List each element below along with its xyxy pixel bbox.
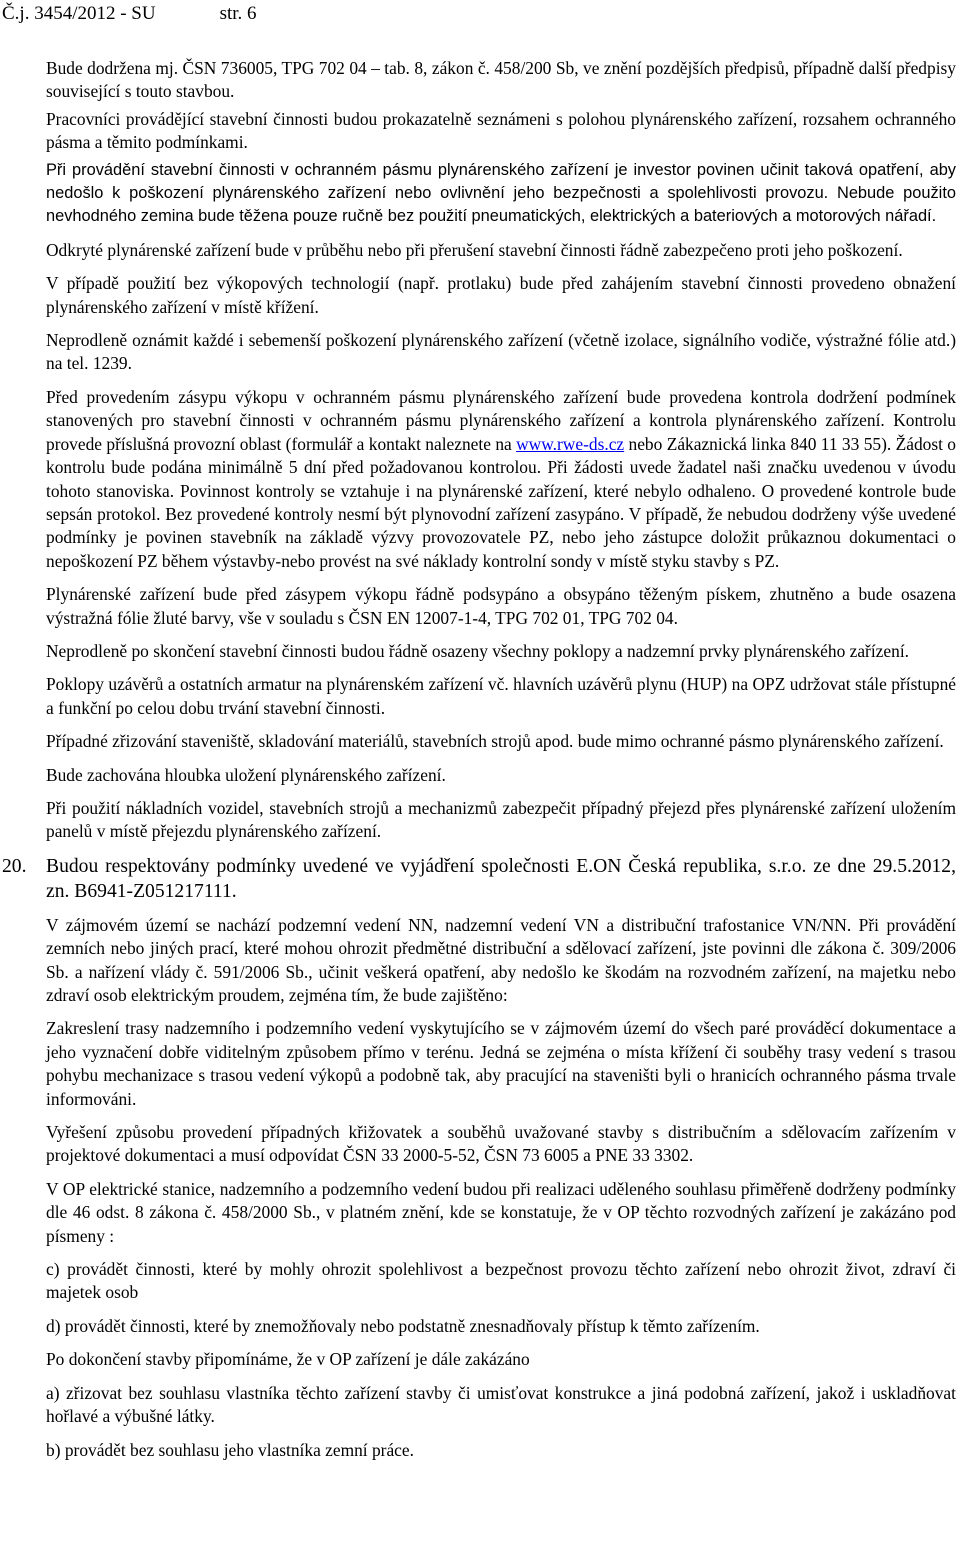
paragraph-eon-lines: V zájmovém území se nachází podzemní vedení NN, nadzemní vedení VN a distribuční trafostanice VN/NN. Při provádění zemních nebo jiných prací, které mohou ohrozit předmětné distribuční a sdělovací zařízení, jste povinni dle zákona č. 309/2006 Sb. a nařízení vlády č. 591/2006 Sb., učinit veškerá opatření, aby nedošlo ke škodám na rozvodném zařízení, na majetku nebo zdraví osob elektrickým proudem, zejména tím, že bude zajištěno: [46,914,956,1005]
paragraph-trenchless-technology: V případě použití bez výkopových technologií (např. protlaku) bude před zahájením stavební činnosti provedeno obnažení plynárenského zařízení v místě křížení. [46,273,956,317]
paragraph-exposed-equipment: Odkryté plynárenské zařízení bude v průběhu nebo při přerušení stavební činnosti řádně zabezpečeno proti jeho poškození. [46,239,903,260]
paragraph-eon-crossings: Vyřešení způsobu provedení případných křižovatek a souběhů uvažované stavby s distribučním a sdělovacím zařízením v projektové dokumentaci a musí odpovídat ČSN 33 2000-5-52, ČSN 73 6005 a PNE 33 3302. [46,1122,956,1166]
numbered-item-20 [2,854,956,904]
paragraph-eon-after-completion: Po dokončení stavby připomínáme, že v OP zařízení je dále zakázáno [46,1349,530,1370]
paragraph-damage-report: Neprodleně oznámit každé i sebemenší poškození plynárenského zařízení (včetně izolace, signálního vodiče, výstražné fólie atd.) na tel. 1239. [46,330,956,374]
paragraph-eon-point-d: d) provádět činnosti, které by znemožňovaly nebo podstatně znesnadňovaly přístup k těmto zařízením. [46,1315,760,1336]
item-text: Budou respektovány podmínky uvedené ve vyjádření společnosti E.ON Česká republika, s.r.o. ze dne 29.5.2012, zn. B6941-Z051217111. [46,855,956,902]
paragraph-csn-compliance: Bude dodržena mj. ČSN 736005, TPG 702 04 – tab. 8, zákon č. 458/200 Sb, ve znění pozdějších předpisů, případně další předpisy související s touto stavbou. [46,58,956,102]
paragraph-protection-zone-measures: Při provádění stavební činnosti v ochranném pásmu plynárenského zařízení je investor povinen učinit taková opatření, aby nedošlo k poškození plynárenského zařízení nebo ovlivnění jeho bezpečnosti a spolehlivosti provozu. Nebude použito nevhodného zemina bude těžena pouze ručně bez použití pneumatických, elektrických a bateriových a motorových nářadí. [46,160,956,226]
paragraph-site-setup: Případné zřizování staveniště, skladování materiálů, stavebních strojů apod. bude mimo ochranné pásmo plynárenského zařízení. [46,731,944,752]
paragraph-eon-point-b: b) provádět bez souhlasu jeho vlastníka zemní práce. [46,1439,414,1460]
paragraph-backfill-inspection [46,386,956,573]
backfill-text-start: Před provedením zásypu výkopu v ochranném pásmu plynárenského zařízení bude provedena kontrola dodržení podmínek stanovených pro stavební činnosti v ochranném pásmu plynárenského zařízení a kontrola plynárenského zařízení. Kontrolu provede příslušná provozní oblast (formulář a kontakt naleznete na [46,386,956,454]
paragraph-depth-preserved: Bude zachována hloubka uložení plynárenského zařízení. [46,764,446,785]
backfill-text-end: nebo Zákaznická linka 840 11 33 55). Žádost o kontrolu bude podána minimálně 5 dní před požadovanou kontrolou. Při žádosti uvede žadatel naši značku uvedenou v úvodu tohoto stanoviska. Povinnost kontroly se vztahuje i na plynárenské zařízení, které nebylo odhaleno. O provedené kontrole bude sepsán protokol. Bez provedené kontroly nesmí být plynovodní zařízení zasypáno. V případě, že nebudou dodrženy výše uvedené podmínky je povinen stavebník na základě výzvy provozovatele PZ, nebo jeho zástupce doložit průkaznou dokumentaci o nepoškození PZ během výstavby-nebo provést na své náklady kontrolní sondy v místě styku stavby s PZ. [46,433,957,571]
document-reference: Č.j. 3454/2012 - SU [2,3,156,24]
item-number: 20. [2,855,27,877]
paragraph-sand-bedding: Plynárenské zařízení bude před zásypem výkopu řádně podsypáno a obsypáno těženým pískem, zhutněno a bude osazena výstražná fólie žluté barvy, vše v souladu s ČSN EN 12007-1-4, TPG 702 01, TPG 702 04. [46,584,956,628]
paragraph-manhole-covers: Neprodleně po skončení stavební činnosti budou řádně osazeny všechny poklopy a nadzemní prvky plynárenského zařízení. [46,640,909,661]
paragraph-valves-accessible: Poklopy uzávěrů a ostatních armatur na plynárenském zařízení vč. hlavních uzávěrů plynu (HUP) na OPZ udržovat stále přístupné a funkční po celou dobu trvání stavební činnosti. [46,674,956,718]
page-number: str. 6 [219,3,257,24]
paragraph-workers-informed: Pracovníci provádějící stavební činnosti budou prokazatelně seznámeni s polohou plynárenského zařízení, rozsahem ochranného pásma a těmito podmínkami. [46,108,956,153]
paragraph-eon-point-c: c) provádět činnosti, které by mohly ohrozit spolehlivost a bezpečnost provozu těchto zařízení nebo ohrozit život, zdraví či majetek osob [46,1259,956,1303]
page-header [2,2,257,26]
paragraph-eon-point-a: a) zřizovat bez souhlasu vlastníka těchto zařízení stavby či umisťovat konstrukce a jiná podobná zařízení, jakož i uskladňovat hořlavé a výbušné látky. [46,1382,956,1427]
document-body [2,57,957,1472]
paragraph-eon-protection-zone: V OP elektrické stanice, nadzemního a podzemního vedení budou při realizaci uděleného souhlasu přiměřeně dodrženy podmínky dle 46 odst. 8 zákona č. 458/2000 Sb., v platném znění, kde se konstatuje, že v OP těchto rozvodných zařízení je zakázáno pod písmeny : [46,1178,956,1246]
paragraph-vehicle-crossing: Při použití nákladních vozidel, stavebních strojů a mechanizmů zabezpečit případný přejezd přes plynárenské zařízení uložením panelů v místě přejezdu plynárenského zařízení. [46,797,956,842]
paragraph-eon-route-drawing: Zakreslení trasy nadzemního i podzemního vedení vyskytujícího se v zájmovém území do všech paré prováděcí dokumentace a jeho vyznačení dobře viditelným způsobem přímo v terénu. Jedná se zejména o místa křížení či souběhy trasy vedení s trasou pohybu mechanizace s trasou vedení výkopů a podobně tak, aby pracující na staveništi byli o hranicích ochranného pásma trvale informováni. [46,1018,956,1109]
rwe-ds-link[interactable]: www.rwe-ds.cz [516,433,625,454]
